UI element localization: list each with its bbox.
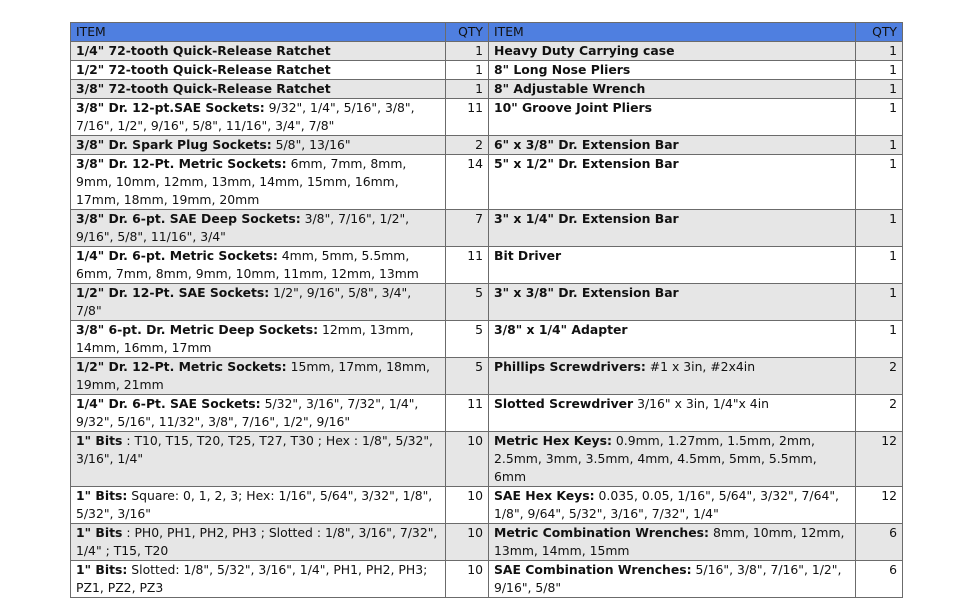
item-name: 3/8" Dr. 6-pt. SAE Deep Sockets: — [76, 211, 301, 226]
qty-cell-right: 12 — [856, 487, 903, 524]
item-name: SAE Combination Wrenches: — [494, 562, 692, 577]
item-name: 5" x 1/2" Dr. Extension Bar — [494, 156, 679, 171]
item-cell-left — [71, 358, 446, 395]
qty-header-right: QTY — [856, 23, 903, 42]
qty-cell-left: 1 — [446, 42, 489, 61]
item-cell-right — [489, 210, 856, 247]
table-header-row — [71, 23, 903, 42]
item-name: 1/2" 72-tooth Quick-Release Ratchet — [76, 62, 331, 77]
qty-cell-left: 10 — [446, 524, 489, 561]
item-header-left: ITEM — [71, 23, 446, 42]
table-row — [71, 42, 903, 61]
qty-cell-left: 2 — [446, 136, 489, 155]
table-row — [71, 210, 903, 247]
item-cell-left — [71, 524, 446, 561]
item-cell-right — [489, 42, 856, 61]
item-cell-right — [489, 61, 856, 80]
item-name: 1" Bits — [76, 525, 123, 540]
qty-cell-left: 11 — [446, 99, 489, 136]
item-cell-right — [489, 247, 856, 284]
table-row — [71, 561, 903, 598]
item-name: 1/2" Dr. 12-Pt. Metric Sockets: — [76, 359, 287, 374]
item-name: 8" Adjustable Wrench — [494, 81, 646, 96]
qty-cell-left: 1 — [446, 61, 489, 80]
item-detail: 0.035, 0.05, 1/16", 5/64", 3/32", 7/64", 1/8", 9/64", 5/32", 3/16", 7/32", 1/4" — [494, 488, 839, 521]
item-detail: 3/16" x 3in, 1/4"x 4in — [633, 396, 769, 411]
item-name: 1/4" Dr. 6-Pt. SAE Sockets: — [76, 396, 261, 411]
item-detail: 3/8", 7/16", 1/2", 9/16", 5/8", 11/16", 3/4" — [76, 211, 410, 244]
qty-cell-right: 2 — [856, 358, 903, 395]
qty-cell-right: 6 — [856, 524, 903, 561]
item-cell-left — [71, 42, 446, 61]
table-row — [71, 99, 903, 136]
item-name: 3/8" Dr. Spark Plug Sockets: — [76, 137, 272, 152]
qty-cell-left: 5 — [446, 321, 489, 358]
item-name: Metric Combination Wrenches: — [494, 525, 709, 540]
item-cell-right — [489, 395, 856, 432]
qty-cell-right: 1 — [856, 61, 903, 80]
qty-cell-left: 1 — [446, 80, 489, 99]
qty-cell-right: 1 — [856, 80, 903, 99]
item-detail: 5/16", 3/8", 7/16", 1/2", 9/16", 5/8" — [494, 562, 842, 595]
qty-cell-right: 1 — [856, 136, 903, 155]
table-row — [71, 136, 903, 155]
qty-cell-left: 5 — [446, 284, 489, 321]
table-row — [71, 61, 903, 80]
table-row — [71, 524, 903, 561]
item-cell-left — [71, 561, 446, 598]
item-detail: 8mm, 10mm, 12mm, 13mm, 14mm, 15mm — [494, 525, 845, 558]
qty-cell-right: 1 — [856, 210, 903, 247]
item-name: 8" Long Nose Pliers — [494, 62, 631, 77]
item-detail: 4mm, 5mm, 5.5mm, 6mm, 7mm, 8mm, 9mm, 10mm, 11mm, 12mm, 13mm — [76, 248, 419, 281]
table-row — [71, 321, 903, 358]
item-cell-right — [489, 358, 856, 395]
item-detail: : PH0, PH1, PH2, PH3 ; Slotted : 1/8", 3/16", 7/32", 1/4" ; T15, T20 — [76, 525, 438, 558]
item-cell-right — [489, 155, 856, 210]
table-row — [71, 155, 903, 210]
item-detail: 9/32", 1/4", 5/16", 3/8", 7/16", 1/2", 9/16", 5/8", 11/16", 3/4", 7/8" — [76, 100, 415, 133]
item-name: Bit Driver — [494, 248, 562, 263]
item-name: Heavy Duty Carrying case — [494, 43, 675, 58]
item-detail: 15mm, 17mm, 18mm, 19mm, 21mm — [76, 359, 430, 392]
item-name: 1" Bits — [76, 433, 123, 448]
item-detail: : T10, T15, T20, T25, T27, T30 ; Hex : 1/8", 5/32", 3/16", 1/4" — [76, 433, 433, 466]
item-detail: 6mm, 7mm, 8mm, 9mm, 10mm, 12mm, 13mm, 14mm, 15mm, 16mm, 17mm, 18mm, 19mm, 20mm — [76, 156, 407, 207]
table-row — [71, 284, 903, 321]
qty-cell-left: 14 — [446, 155, 489, 210]
qty-cell-left: 10 — [446, 561, 489, 598]
item-cell-right — [489, 284, 856, 321]
item-cell-right — [489, 561, 856, 598]
item-detail: 5/32", 3/16", 7/32", 1/4", 9/32", 5/16", 11/32", 3/8", 7/16", 1/2", 9/16" — [76, 396, 419, 429]
item-name: 1" Bits: — [76, 488, 128, 503]
table-row — [71, 487, 903, 524]
qty-cell-right: 6 — [856, 561, 903, 598]
item-detail: Slotted: 1/8", 5/32", 3/16", 1/4", PH1, PH2, PH3; PZ1, PZ2, PZ3 — [76, 562, 428, 595]
qty-cell-right: 12 — [856, 432, 903, 487]
qty-cell-right: 1 — [856, 247, 903, 284]
item-name: 3" x 3/8" Dr. Extension Bar — [494, 285, 679, 300]
item-name: Slotted Screwdriver — [494, 396, 634, 411]
item-name: 3/8" 72-tooth Quick-Release Ratchet — [76, 81, 331, 96]
item-name: 1/4" Dr. 6-pt. Metric Sockets: — [76, 248, 278, 263]
item-cell-left — [71, 210, 446, 247]
qty-cell-right: 1 — [856, 155, 903, 210]
tool-inventory-table — [70, 22, 903, 598]
item-name: 3" x 1/4" Dr. Extension Bar — [494, 211, 679, 226]
qty-header-left: QTY — [446, 23, 489, 42]
qty-cell-left: 11 — [446, 247, 489, 284]
qty-cell-right: 1 — [856, 284, 903, 321]
item-detail: 12mm, 13mm, 14mm, 16mm, 17mm — [76, 322, 414, 355]
item-cell-right — [489, 524, 856, 561]
item-cell-left — [71, 61, 446, 80]
qty-cell-right: 1 — [856, 99, 903, 136]
item-name: 3/8" Dr. 12-Pt. Metric Sockets: — [76, 156, 287, 171]
item-name: Phillips Screwdrivers: — [494, 359, 646, 374]
qty-cell-left: 7 — [446, 210, 489, 247]
qty-cell-left: 10 — [446, 487, 489, 524]
item-cell-left — [71, 155, 446, 210]
item-cell-left — [71, 247, 446, 284]
qty-cell-right: 1 — [856, 42, 903, 61]
table-row — [71, 80, 903, 99]
item-name: SAE Hex Keys: — [494, 488, 595, 503]
item-cell-right — [489, 321, 856, 358]
item-name: 3/8" x 1/4" Adapter — [494, 322, 628, 337]
item-name: 1/4" 72-tooth Quick-Release Ratchet — [76, 43, 331, 58]
item-cell-right — [489, 432, 856, 487]
item-cell-right — [489, 136, 856, 155]
item-cell-left — [71, 321, 446, 358]
item-name: 10" Groove Joint Pliers — [494, 100, 653, 115]
qty-cell-left: 5 — [446, 358, 489, 395]
item-name: 1/2" Dr. 12-Pt. SAE Sockets: — [76, 285, 270, 300]
item-detail: 5/8", 13/16" — [271, 137, 351, 152]
table-row — [71, 358, 903, 395]
table-row — [71, 432, 903, 487]
qty-cell-right: 1 — [856, 321, 903, 358]
item-cell-left — [71, 136, 446, 155]
item-cell-left — [71, 99, 446, 136]
item-name: 3/8" Dr. 12-pt.SAE Sockets: — [76, 100, 265, 115]
item-cell-left — [71, 487, 446, 524]
item-name: 1" Bits: — [76, 562, 128, 577]
item-cell-left — [71, 284, 446, 321]
item-cell-right — [489, 80, 856, 99]
item-cell-left — [71, 395, 446, 432]
item-name: 6" x 3/8" Dr. Extension Bar — [494, 137, 679, 152]
item-cell-right — [489, 99, 856, 136]
item-cell-right — [489, 487, 856, 524]
item-name: Metric Hex Keys: — [494, 433, 612, 448]
item-detail: 0.9mm, 1.27mm, 1.5mm, 2mm, 2.5mm, 3mm, 3.5mm, 4mm, 4.5mm, 5mm, 5.5mm, 6mm — [494, 433, 817, 484]
qty-cell-right: 2 — [856, 395, 903, 432]
item-cell-left — [71, 432, 446, 487]
qty-cell-left: 10 — [446, 432, 489, 487]
qty-cell-left: 11 — [446, 395, 489, 432]
table-row — [71, 395, 903, 432]
item-header-right: ITEM — [489, 23, 856, 42]
item-detail: 1/2", 9/16", 5/8", 3/4", 7/8" — [76, 285, 412, 318]
item-name: 3/8" 6-pt. Dr. Metric Deep Sockets: — [76, 322, 319, 337]
table-row — [71, 247, 903, 284]
item-cell-left — [71, 80, 446, 99]
item-detail: Square: 0, 1, 2, 3; Hex: 1/16", 5/64", 3/32", 1/8", 5/32", 3/16" — [76, 488, 433, 521]
item-detail: #1 x 3in, #2x4in — [645, 359, 756, 374]
